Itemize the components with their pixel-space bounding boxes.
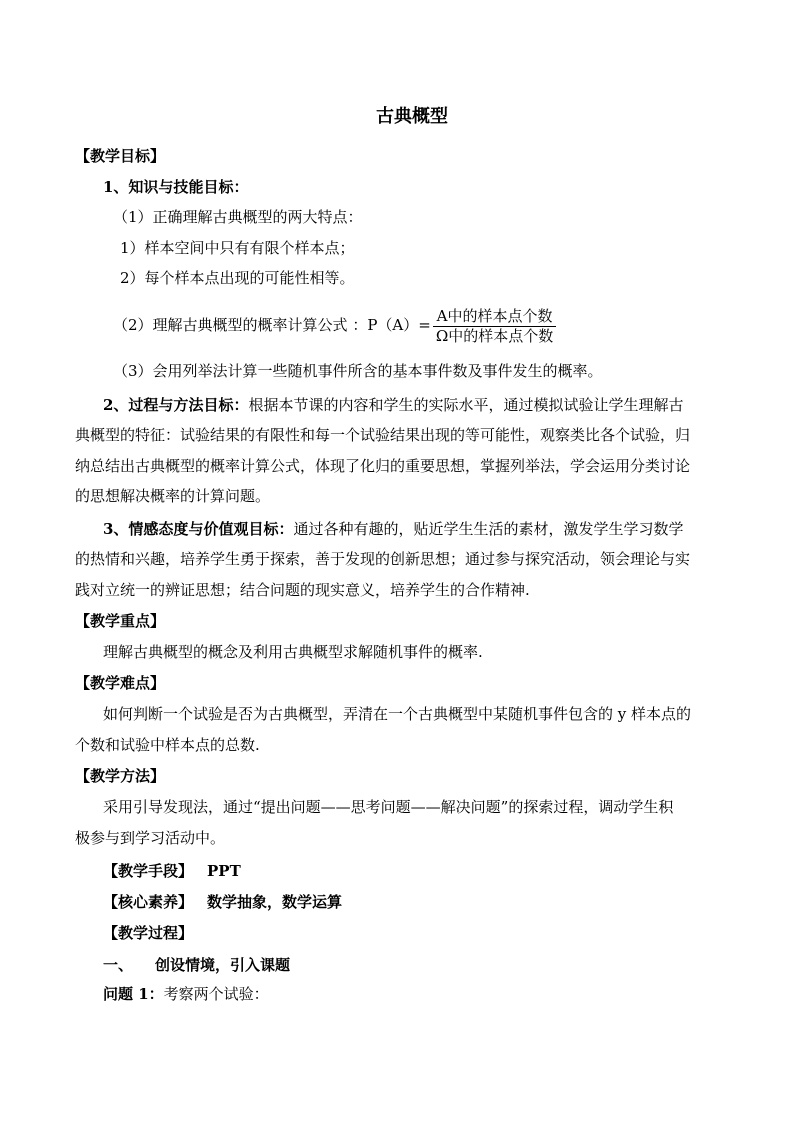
process-paragraph-line-3: 纳总结出古典概型的概率计算公式，体现了化归的重要思想，掌握列举法，学会运用分类讨论 [75, 457, 691, 475]
emotion-text-1: 通过各种有趣的，贴近学生生活的素材，激发学生学习数学 [293, 520, 684, 538]
objective-item-1: （1）正确理解古典概型的两大特点： [113, 208, 363, 226]
teaching-means-heading: 【教学手段】 [103, 862, 194, 880]
emotion-paragraph-line-1 [103, 519, 683, 539]
feature-item-2: 2）每个样本点出现的可能性相等。 [120, 269, 355, 287]
objectives-heading: 【教学目标】 [75, 147, 166, 165]
feature-item-1: 1）样本空间中只有有限个样本点； [120, 239, 355, 257]
process-method-heading: 2、过程与方法目标： [103, 396, 249, 414]
teaching-process-heading: 【教学过程】 [103, 924, 194, 942]
objective-item-3: （3）会用列举法计算一些随机事件所含的基本事件数及事件发生的概率。 [113, 362, 603, 380]
probability-formula [433, 307, 556, 346]
core-literacy-value: 数学抽象，数学运算 [207, 893, 343, 911]
method-heading: 【教学方法】 [75, 767, 166, 785]
process-text-1: 根据本节课的内容和学生的实际水平，通过模拟试验让学生理解古 [248, 396, 684, 414]
teaching-means-value: PPT [207, 862, 241, 880]
step-1-title: 创设情境，引入课题 [155, 956, 291, 974]
knowledge-skill-heading: 1、知识与技能目标： [103, 178, 249, 196]
emotion-paragraph-line-2: 的热情和兴趣，培养学生勇于探索，善于发现的创新思想；通过参与探究活动，领会理论与实 [75, 550, 691, 568]
step-1-line [103, 955, 290, 975]
formula-label: （2）理解古典概型的概率计算公式 ：P（A）= [113, 316, 431, 334]
core-literacy-line [103, 892, 342, 912]
process-paragraph-line-1 [103, 395, 683, 415]
page-title: 古典概型 [376, 106, 448, 127]
process-paragraph-line-4: 的思想解决概率的计算问题。 [75, 487, 271, 505]
process-paragraph-line-2: 典概型的特征：试验结果的有限性和每一个试验结果出现的等可能性，观察类比各个试验，归 [75, 426, 691, 444]
key-points-text: 理解古典概型的概念及利用古典概型求解随机事件的概率. [103, 643, 483, 661]
objective-item-2 [113, 303, 556, 347]
difficulty-text-line-1: 如何判断一个试验是否为古典概型，弄清在一个古典概型中某随机事件包含的 y 样本点的 [103, 705, 692, 723]
core-literacy-heading: 【核心素养】 [103, 893, 194, 911]
emotion-paragraph-line-3: 践对立统一的辨证思想；结合问题的现实意义，培养学生的合作精神. [75, 581, 530, 599]
method-text-line-1: 采用引导发现法，通过“提出问题——思考问题——解决问题”的探索过程，调动学生积 [103, 798, 674, 816]
difficulty-heading: 【教学难点】 [75, 674, 166, 692]
key-points-heading: 【教学重点】 [75, 612, 166, 630]
formula-denominator: Ω中的样本点个数 [435, 326, 554, 345]
question-1-label: 问题 1： [103, 985, 164, 1003]
question-1-line [103, 984, 269, 1004]
method-text-line-2: 极参与到学习活动中。 [75, 829, 226, 847]
difficulty-text-line-2: 个数和试验中样本点的总数. [75, 736, 260, 754]
emotion-heading: 3、情感态度与价值观目标： [103, 520, 294, 538]
question-1-text: 考察两个试验： [163, 985, 269, 1003]
step-1-number: 一、 [103, 956, 134, 974]
formula-numerator: A中的样本点个数 [433, 307, 556, 327]
teaching-means-line [103, 861, 241, 881]
